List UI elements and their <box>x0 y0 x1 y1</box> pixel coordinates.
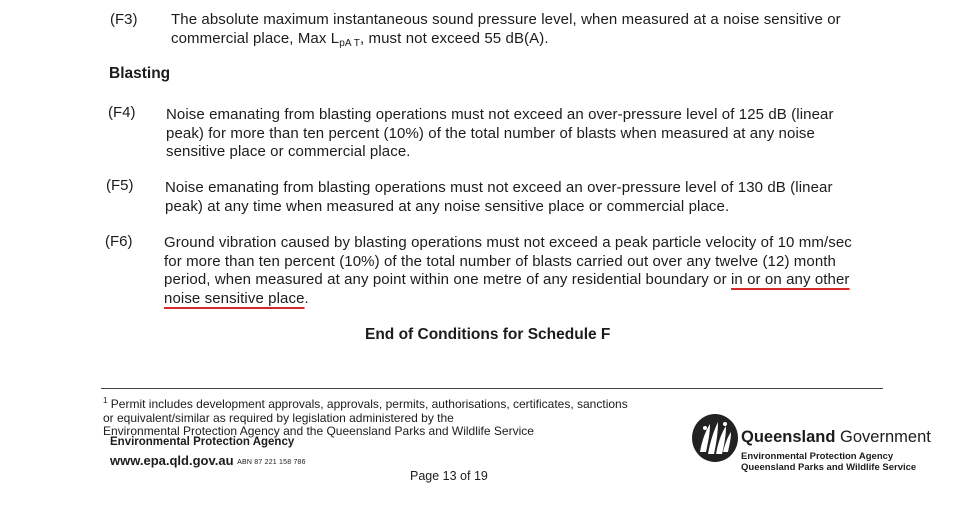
f5-line-2: peak) at any time when measured at any noise sensitive place or commercial place. <box>165 197 730 215</box>
footer-url: www.epa.qld.gov.au <box>110 453 234 468</box>
f6-line-1: Ground vibration caused by blasting operations must not exceed a peak particle velocity of 10 mm/sec <box>164 234 852 251</box>
footnote-line-1-text: Permit includes development approvals, approvals, permits, authorisations, certificates, sanctions <box>107 397 628 411</box>
page-number: Page 13 of 19 <box>410 469 488 483</box>
f4-line-1: Noise emanating from blasting operations must not exceed an over-pressure level of 125 dB (linear <box>166 106 834 123</box>
queensland-crest-icon <box>690 412 740 464</box>
f4-line-2: peak) for more than ten percent (10%) of the total number of blasts when measured at any noise <box>166 124 815 142</box>
f6-line-3 <box>164 271 964 290</box>
f6-line-4 <box>164 290 964 309</box>
f6-line-2: for more than ten percent (10%) of the total number of blasts carried out over any twelve (12) month <box>164 252 836 270</box>
footer-website <box>110 453 306 468</box>
footnote-line-2: or equivalent/similar as required by legislation administered by the <box>103 410 454 425</box>
f6-line-3-pre: period, when measured at any point within one metre of any residential boundary or <box>164 271 731 288</box>
footer-abn: ABN 87 221 158 786 <box>237 459 306 466</box>
footnote-line-3: Environmental Protection Agency and the Queensland Parks and Wildlife Service <box>103 424 534 438</box>
section-heading-blasting: Blasting <box>109 65 171 82</box>
f6-amended-text-2: noise sensitive place <box>164 289 305 307</box>
queensland-government-wordmark <box>741 428 931 447</box>
condition-text-f5 <box>165 179 955 216</box>
end-of-conditions-heading: End of Conditions for Schedule F <box>365 326 611 343</box>
footnote-separator <box>101 388 883 389</box>
logo-sub-qpws: Queensland Parks and Wildlife Service <box>741 462 917 473</box>
condition-code-f6: (F6) <box>105 233 133 250</box>
f3-subscript: pA T <box>339 37 360 49</box>
footnote <box>103 394 703 439</box>
condition-code-f3: (F3) <box>110 11 138 28</box>
f6-amended-text-1: in or on any other <box>730 271 850 288</box>
footer-agency-name: Environmental Protection Agency <box>110 436 295 448</box>
footnote-line-1 <box>103 394 703 412</box>
f6-line-4-post: . <box>304 289 309 307</box>
condition-code-f4: (F4) <box>108 104 136 121</box>
logo-agency-lines <box>741 451 916 473</box>
condition-text-f3 <box>171 11 961 53</box>
f5-line-1: Noise emanating from blasting operations must not exceed an over-pressure level of 130 dB (linear <box>165 179 833 196</box>
f4-line-3: sensitive place or commercial place. <box>166 143 411 160</box>
f3-line-2-pre: commercial place, Max L <box>171 29 340 47</box>
f3-line-2-post: , must not exceed 55 dB(A). <box>359 29 549 47</box>
footnote-marker: 1 <box>103 396 108 405</box>
condition-text-f6 <box>164 234 964 308</box>
f3-line-1: The absolute maximum instantaneous sound pressure level, when measured at a noise sensitive or <box>171 11 841 28</box>
condition-code-f5: (F5) <box>106 177 134 194</box>
f3-line-2 <box>171 30 961 54</box>
condition-text-f4 <box>166 106 956 162</box>
wordmark-government: Government <box>835 428 931 446</box>
logo-sub-epa: Environmental Protection Agency <box>741 451 894 462</box>
wordmark-queensland: Queensland <box>741 428 836 446</box>
